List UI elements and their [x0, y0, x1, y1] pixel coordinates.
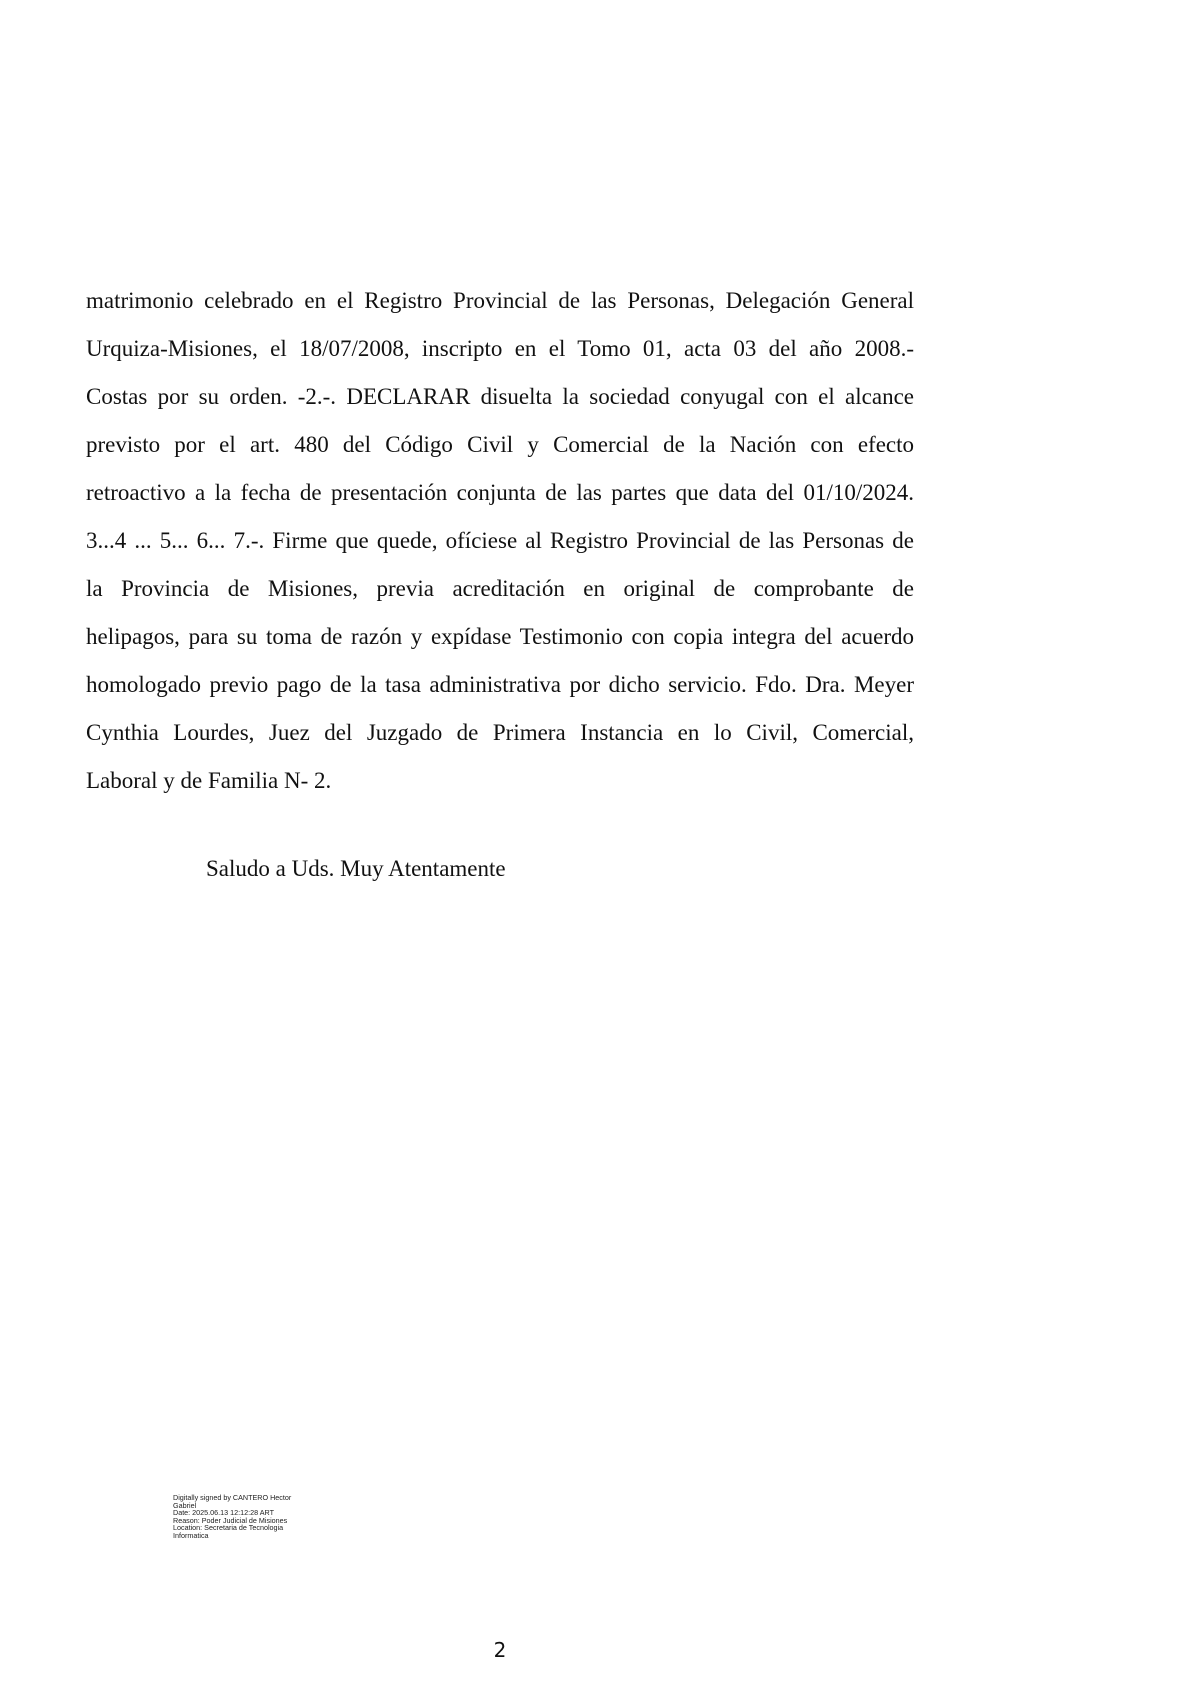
body-line: Costas por su orden. -2.-. DECLARAR disuelta la sociedad conyugal con el alcance [86, 384, 914, 409]
body-line: homologado previo pago de la tasa administrativa por dicho servicio. Fdo. Dra. Meyer [86, 672, 914, 697]
signature-line: Digitally signed by CANTERO Hector [173, 1493, 292, 1502]
page-number: 2 [493, 1638, 507, 1662]
body-line: retroactivo a la fecha de presentación conjunta de las partes que data del 01/10/2024. [86, 480, 914, 505]
digital-signature-block [173, 1494, 333, 1540]
signature-line: Location: Secretaria de Tecnologia [173, 1523, 284, 1533]
closing-salutation: Saludo a Uds. Muy Atentamente [206, 856, 506, 881]
body-paragraph [86, 289, 914, 817]
body-line: la Provincia de Misiones, previa acreditación en original de comprobante de [86, 576, 914, 601]
signature-line: Informatica [173, 1530, 209, 1540]
body-line: Cynthia Lourdes, Juez del Juzgado de Primera Instancia en lo Civil, Comercial, [86, 720, 914, 745]
body-line: matrimonio celebrado en el Registro Provincial de las Personas, Delegación General [86, 288, 914, 313]
body-line: 3...4 ... 5... 6... 7.-. Firme que quede, ofíciese al Registro Provincial de las Personas de [86, 528, 914, 553]
signature-line: Date: 2025.06.13 12:12:28 ART [173, 1508, 274, 1518]
body-line: Laboral y de Familia N- 2. [86, 768, 332, 793]
body-line: helipagos, para su toma de razón y expídase Testimonio con copia integra del acuerdo [86, 624, 914, 649]
signature-line: Gabriel [173, 1500, 197, 1510]
signature-line: Reason: Poder Judicial de Misiones [173, 1515, 288, 1525]
body-line: Urquiza-Misiones, el 18/07/2008, inscripto en el Tomo 01, acta 03 del año 2008.- [86, 336, 914, 361]
body-line: previsto por el art. 480 del Código Civil y Comercial de la Nación con efecto [86, 432, 914, 457]
